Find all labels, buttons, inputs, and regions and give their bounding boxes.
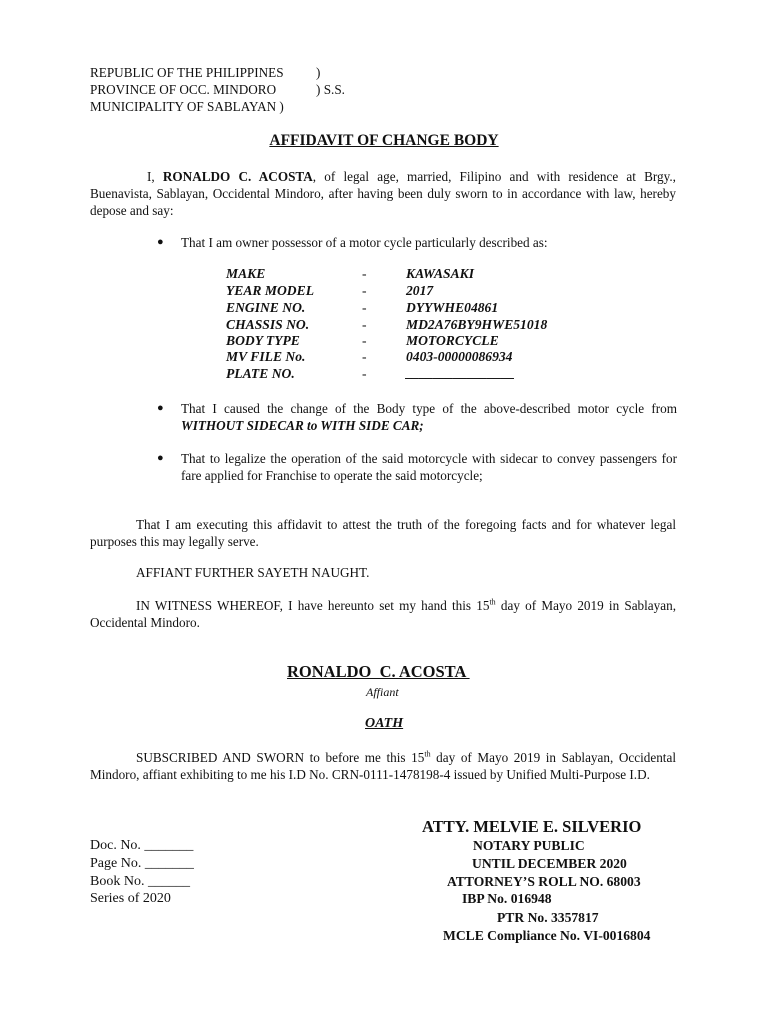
series-year: Series of 2020 [90,891,171,906]
spec-dash: - [362,366,367,381]
spec-value: KAWASAKI [406,266,475,281]
affiant-label: Affiant [366,685,399,699]
spec-dash: - [362,300,367,315]
ibp-number: IBP No. 016948 [462,891,552,906]
witness-text-end: day of Mayo 2019 in Sablayan, Occidental Mindoro. [90,598,677,630]
spec-label: BODY TYPE [226,333,300,348]
spec-label: MAKE [226,266,266,281]
spec-dash: - [362,266,367,281]
executing-paragraph: That I am executing this affidavit to attest the truth of the foregoing facts and for whatever legal purposes this may legally serve. [90,517,676,549]
spec-label: YEAR MODEL [226,283,314,298]
witness-ordinal: th [489,597,496,607]
intro-prefix: I, [147,169,163,184]
attorney-roll: ATTORNEY’S ROLL NO. 68003 [447,874,641,889]
spec-dash: - [362,283,367,298]
intro-text: , of legal age, married, Filipino and with residence at Brgy., Buenavista, Sablayan, Occidental Mindoro, after having been duly sworn to in accordance with law, hereby depose and say: [90,169,676,218]
notary-name: ATTY. MELVIE E. SILVERIO [422,817,642,836]
intro-paragraph [90,168,676,219]
ptr-number: PTR No. 3357817 [497,910,599,925]
spec-label: MV FILE No. [226,349,306,364]
doc-number: Doc. No. _______ [90,838,194,853]
witness-paragraph [90,597,676,631]
notary-title: NOTARY PUBLIC [473,838,585,853]
notary-commission: UNTIL DECEMBER 2020 [472,856,627,871]
spec-label: CHASSIS NO. [226,317,310,332]
document-title: AFFIDAVIT OF CHANGE BODY [269,132,499,149]
spec-label: PLATE NO. [226,366,295,381]
sayeth-naught: AFFIANT FURTHER SAYETH NAUGHT. [136,565,370,580]
venue-line-republic: REPUBLIC OF THE PHILIPPINES [90,65,284,80]
witness-text-start: IN WITNESS WHEREOF, I have hereunto set my hand this 15 [136,598,490,613]
spec-value: DYYWHE04861 [406,300,499,315]
spec-value: MOTORCYCLE [406,333,499,348]
bullet-change-text: That I caused the change of the Body type of the above-described motor cycle from [181,401,677,416]
spec-value: 2017 [406,283,434,298]
affiant-name-inline: RONALDO C. ACOSTA [162,169,313,184]
bullet-icon: ● [157,452,164,464]
venue-line-province: PROVINCE OF OCC. MINDORO [90,82,277,97]
sidecar-emphasis: WITHOUT SIDECAR to WITH SIDE CAR; [181,418,424,433]
oath-ordinal: th [424,749,431,759]
oath-heading: OATH [365,716,404,731]
mcle-compliance: MCLE Compliance No. VI-0016804 [443,928,651,943]
bullet-legalize-text: That to legalize the operation of the said motorcycle with sidecar to convey passengers for fare applied for Franchise to operate the said motorcycle; [181,451,677,483]
venue-ss: ) S.S. [316,82,345,97]
oath-text-end: day of Mayo 2019 in Sablayan, Occidental Mindoro, affiant exhibiting to me his I.D No. CRN-0111-1478198-4 issued by Unified Multi-Purpose I.D. [90,750,676,782]
venue-line-municipality: MUNICIPALITY OF SABLAYAN ) [90,99,284,114]
bullet-change-body [181,400,677,434]
spec-value: 0403-00000086934 [406,349,513,364]
page-number: Page No. _______ [90,856,194,871]
bullet-icon: ● [157,236,164,248]
spec-dash: - [362,349,367,364]
oath-text-start: SUBSCRIBED AND SWORN to before me this 15 [136,750,425,765]
spec-value: ________________ [406,365,515,380]
spec-label: ENGINE NO. [226,300,306,315]
book-number: Book No. ______ [90,874,190,889]
bullet-icon: ● [157,402,164,414]
spec-dash: - [362,317,367,332]
spec-dash: - [362,333,367,348]
oath-paragraph [90,749,676,783]
spec-value: MD2A76BY9HWE51018 [406,317,548,332]
bullet-owner-text: That I am owner possessor of a motor cycle particularly described as: [181,235,548,250]
venue-paren: ) [316,65,321,80]
affiant-signature-name: RONALDO C. ACOSTA [287,662,470,681]
